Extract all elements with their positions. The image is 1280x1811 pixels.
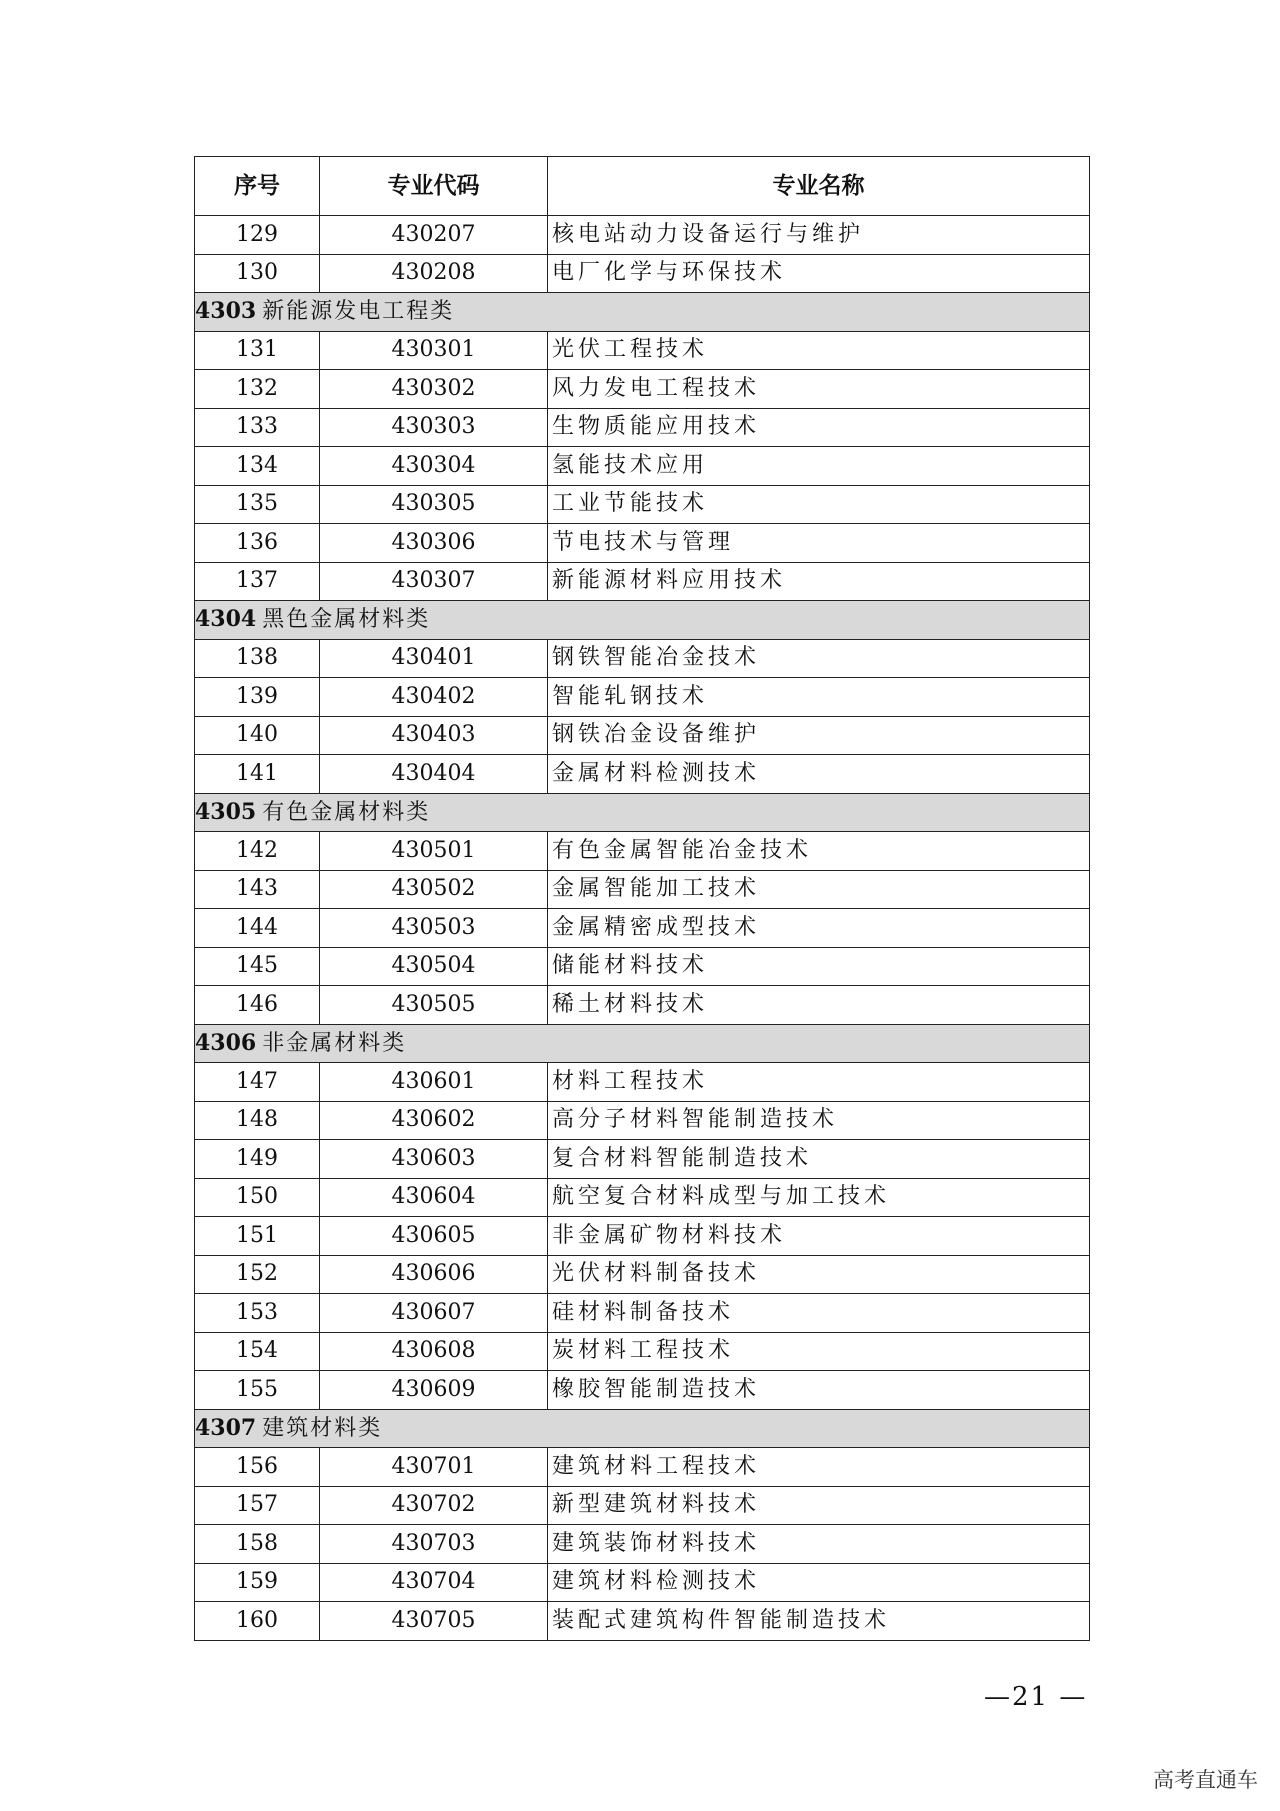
serial-cell: 148	[195, 1101, 320, 1140]
table-row	[195, 1486, 1090, 1525]
code-cell: 430601	[320, 1063, 548, 1102]
table-row	[195, 447, 1090, 486]
table-row	[195, 1602, 1090, 1641]
code-cell: 430704	[320, 1563, 548, 1602]
page-number: —21 —	[984, 1682, 1088, 1712]
group-name: 黑色金属材料类	[262, 607, 431, 633]
table-row	[195, 1563, 1090, 1602]
serial-cell: 138	[195, 639, 320, 678]
group-header-cell	[195, 1024, 1090, 1063]
serial-cell: 150	[195, 1178, 320, 1217]
serial-cell: 147	[195, 1063, 320, 1102]
serial-cell: 143	[195, 870, 320, 909]
serial-cell: 139	[195, 678, 320, 717]
table-row	[195, 254, 1090, 293]
table-row	[195, 1140, 1090, 1179]
code-cell: 430609	[320, 1371, 548, 1410]
group-header-cell	[195, 793, 1090, 832]
group-code: 4306	[195, 1029, 257, 1056]
serial-cell: 149	[195, 1140, 320, 1179]
code-cell: 430403	[320, 716, 548, 755]
group-name: 建筑材料类	[262, 1415, 383, 1441]
header-code: 专业代码	[320, 157, 548, 216]
group-code: 4303	[195, 298, 257, 325]
serial-cell: 141	[195, 755, 320, 794]
serial-cell: 152	[195, 1255, 320, 1294]
serial-cell: 153	[195, 1294, 320, 1333]
table-row	[195, 678, 1090, 717]
major-name-cell: 核电站动力设备运行与维护	[548, 216, 1090, 255]
code-cell: 430301	[320, 331, 548, 370]
table-row	[195, 755, 1090, 794]
table-row	[195, 216, 1090, 255]
code-cell: 430208	[320, 254, 548, 293]
code-cell: 430607	[320, 1294, 548, 1333]
table-row	[195, 947, 1090, 986]
code-cell: 430603	[320, 1140, 548, 1179]
code-cell: 430502	[320, 870, 548, 909]
header-serial: 序号	[195, 157, 320, 216]
major-name-cell: 建筑装饰材料技术	[548, 1525, 1090, 1564]
table-row	[195, 639, 1090, 678]
serial-cell: 129	[195, 216, 320, 255]
table-row	[195, 1294, 1090, 1333]
serial-cell: 132	[195, 370, 320, 409]
group-name: 非金属材料类	[262, 1030, 407, 1056]
code-cell: 430505	[320, 986, 548, 1025]
major-name-cell: 高分子材料智能制造技术	[548, 1101, 1090, 1140]
serial-cell: 151	[195, 1217, 320, 1256]
major-name-cell: 有色金属智能冶金技术	[548, 832, 1090, 871]
table-row	[195, 1063, 1090, 1102]
code-cell: 430503	[320, 909, 548, 948]
group-code: 4307	[195, 1414, 257, 1441]
major-name-cell: 航空复合材料成型与加工技术	[548, 1178, 1090, 1217]
group-row	[195, 293, 1090, 332]
group-code: 4305	[195, 798, 257, 825]
table-row	[195, 909, 1090, 948]
table-row	[195, 1332, 1090, 1371]
table-row	[195, 1525, 1090, 1564]
serial-cell: 133	[195, 408, 320, 447]
major-name-cell: 金属精密成型技术	[548, 909, 1090, 948]
code-cell: 430605	[320, 1217, 548, 1256]
major-name-cell: 光伏材料制备技术	[548, 1255, 1090, 1294]
table-row	[195, 986, 1090, 1025]
serial-cell: 142	[195, 832, 320, 871]
group-row	[195, 793, 1090, 832]
major-name-cell: 节电技术与管理	[548, 524, 1090, 563]
code-cell: 430602	[320, 1101, 548, 1140]
major-name-cell: 生物质能应用技术	[548, 408, 1090, 447]
code-cell: 430701	[320, 1448, 548, 1487]
serial-cell: 130	[195, 254, 320, 293]
serial-cell: 137	[195, 562, 320, 601]
code-cell: 430702	[320, 1486, 548, 1525]
serial-cell: 154	[195, 1332, 320, 1371]
code-cell: 430501	[320, 832, 548, 871]
major-name-cell: 稀土材料技术	[548, 986, 1090, 1025]
table-row	[195, 331, 1090, 370]
serial-cell: 140	[195, 716, 320, 755]
group-row	[195, 601, 1090, 640]
table-row	[195, 1217, 1090, 1256]
serial-cell: 134	[195, 447, 320, 486]
group-header-cell	[195, 1409, 1090, 1448]
code-cell: 430606	[320, 1255, 548, 1294]
table-row	[195, 562, 1090, 601]
group-name: 有色金属材料类	[262, 799, 431, 825]
table-row	[195, 1178, 1090, 1217]
major-name-cell: 智能轧钢技术	[548, 678, 1090, 717]
group-row	[195, 1024, 1090, 1063]
serial-cell: 145	[195, 947, 320, 986]
major-name-cell: 风力发电工程技术	[548, 370, 1090, 409]
serial-cell: 155	[195, 1371, 320, 1410]
serial-cell: 136	[195, 524, 320, 563]
major-name-cell: 储能材料技术	[548, 947, 1090, 986]
table-header	[195, 157, 1090, 216]
table-row	[195, 1101, 1090, 1140]
table-body	[195, 216, 1090, 1641]
major-name-cell: 光伏工程技术	[548, 331, 1090, 370]
majors-table	[194, 156, 1090, 1641]
major-name-cell: 氢能技术应用	[548, 447, 1090, 486]
code-cell: 430401	[320, 639, 548, 678]
code-cell: 430207	[320, 216, 548, 255]
code-cell: 430307	[320, 562, 548, 601]
major-name-cell: 金属智能加工技术	[548, 870, 1090, 909]
code-cell: 430705	[320, 1602, 548, 1641]
major-name-cell: 新型建筑材料技术	[548, 1486, 1090, 1525]
code-cell: 430303	[320, 408, 548, 447]
code-cell: 430604	[320, 1178, 548, 1217]
table-row	[195, 408, 1090, 447]
code-cell: 430306	[320, 524, 548, 563]
table-row	[195, 1255, 1090, 1294]
table-row	[195, 870, 1090, 909]
table-row	[195, 1371, 1090, 1410]
major-name-cell: 复合材料智能制造技术	[548, 1140, 1090, 1179]
major-name-cell: 钢铁智能冶金技术	[548, 639, 1090, 678]
code-cell: 430304	[320, 447, 548, 486]
major-name-cell: 钢铁冶金设备维护	[548, 716, 1090, 755]
major-name-cell: 新能源材料应用技术	[548, 562, 1090, 601]
watermark: 高考直通车	[1153, 1768, 1258, 1792]
serial-cell: 156	[195, 1448, 320, 1487]
table-row	[195, 524, 1090, 563]
serial-cell: 157	[195, 1486, 320, 1525]
major-name-cell: 建筑材料工程技术	[548, 1448, 1090, 1487]
code-cell: 430504	[320, 947, 548, 986]
major-name-cell: 建筑材料检测技术	[548, 1563, 1090, 1602]
code-cell: 430305	[320, 485, 548, 524]
header-row	[195, 157, 1090, 216]
major-name-cell: 非金属矿物材料技术	[548, 1217, 1090, 1256]
group-header-cell	[195, 293, 1090, 332]
serial-cell: 160	[195, 1602, 320, 1641]
code-cell: 430703	[320, 1525, 548, 1564]
serial-cell: 131	[195, 331, 320, 370]
serial-cell: 144	[195, 909, 320, 948]
group-name: 新能源发电工程类	[262, 299, 455, 325]
serial-cell: 159	[195, 1563, 320, 1602]
major-name-cell: 电厂化学与环保技术	[548, 254, 1090, 293]
major-name-cell: 装配式建筑构件智能制造技术	[548, 1602, 1090, 1641]
major-name-cell: 工业节能技术	[548, 485, 1090, 524]
group-row	[195, 1409, 1090, 1448]
group-header-cell	[195, 601, 1090, 640]
code-cell: 430404	[320, 755, 548, 794]
table-row	[195, 370, 1090, 409]
table-row	[195, 832, 1090, 871]
table-row	[195, 1448, 1090, 1487]
major-name-cell: 材料工程技术	[548, 1063, 1090, 1102]
code-cell: 430608	[320, 1332, 548, 1371]
group-code: 4304	[195, 606, 257, 633]
serial-cell: 146	[195, 986, 320, 1025]
serial-cell: 158	[195, 1525, 320, 1564]
major-name-cell: 硅材料制备技术	[548, 1294, 1090, 1333]
table-row	[195, 716, 1090, 755]
code-cell: 430302	[320, 370, 548, 409]
serial-cell: 135	[195, 485, 320, 524]
table-row	[195, 485, 1090, 524]
header-major-name: 专业名称	[548, 157, 1090, 216]
major-name-cell: 炭材料工程技术	[548, 1332, 1090, 1371]
code-cell: 430402	[320, 678, 548, 717]
major-name-cell: 橡胶智能制造技术	[548, 1371, 1090, 1410]
major-name-cell: 金属材料检测技术	[548, 755, 1090, 794]
